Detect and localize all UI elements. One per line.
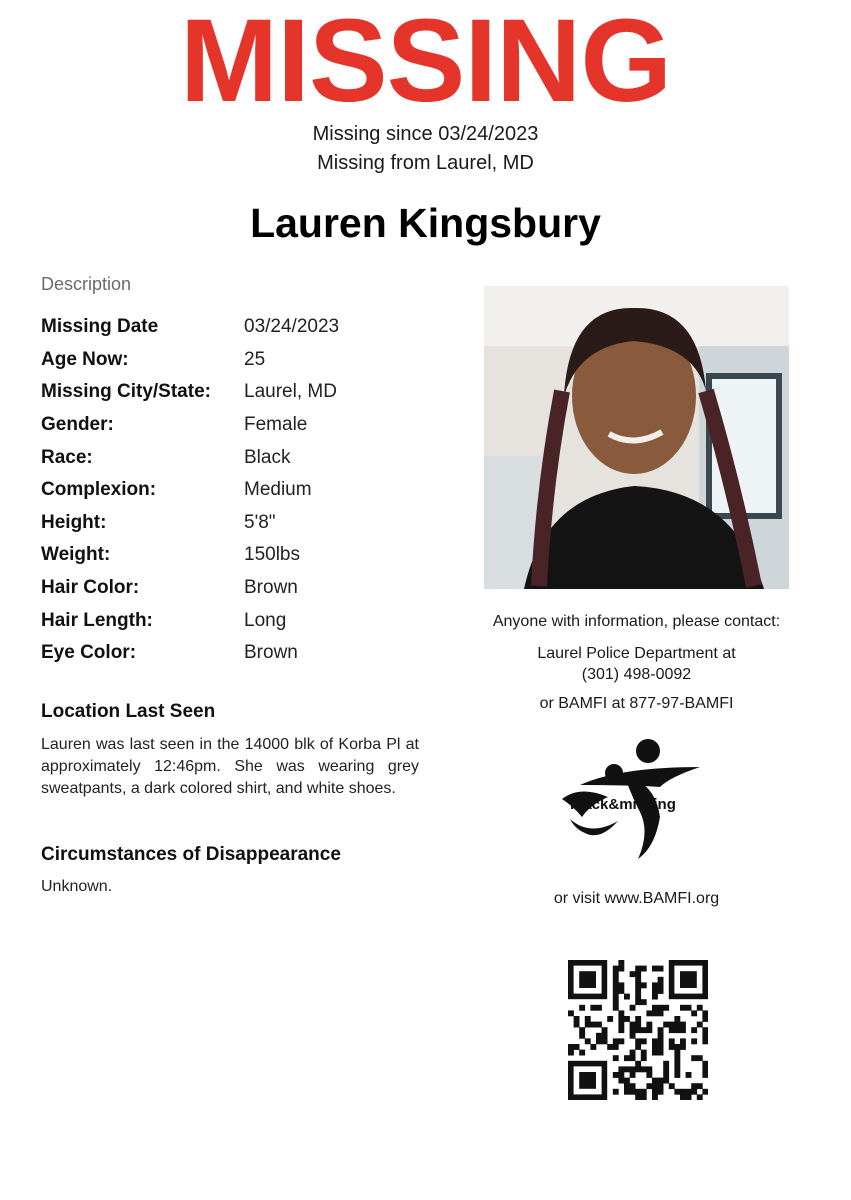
black-and-missing-logo bbox=[560, 737, 710, 867]
detail-value: Black bbox=[244, 446, 291, 468]
detail-row bbox=[41, 539, 421, 572]
circumstances-heading: Circumstances of Disappearance bbox=[41, 844, 341, 865]
description-heading: Description bbox=[41, 274, 132, 294]
detail-row bbox=[41, 507, 421, 540]
missing-title: MISSING bbox=[179, 0, 672, 127]
detail-label: Missing City/State: bbox=[41, 381, 211, 403]
detail-value: Brown bbox=[244, 642, 298, 664]
detail-row bbox=[41, 474, 421, 507]
detail-value: 25 bbox=[244, 348, 266, 370]
detail-label: Height: bbox=[41, 511, 107, 533]
description-table bbox=[41, 311, 421, 670]
logo-mark bbox=[560, 737, 710, 867]
bamfi-phone: or BAMFI at 877-97-BAMFI bbox=[539, 695, 734, 712]
police-phone: (301) 498-0092 bbox=[581, 666, 692, 683]
location-text: Lauren was last seen in the 14000 blk of Korba Pl at approximately 12:46pm. She was wearing grey sweatpants, a dark colored shirt, and white shoes. bbox=[41, 736, 419, 797]
detail-value: 5'8" bbox=[244, 511, 276, 533]
detail-row bbox=[41, 376, 421, 409]
photo-illustration bbox=[484, 286, 789, 589]
qr-code bbox=[568, 960, 708, 1100]
person-name: Lauren Kingsbury bbox=[250, 200, 601, 246]
location-heading: Location Last Seen bbox=[41, 701, 216, 722]
qr-code-icon bbox=[568, 960, 708, 1100]
detail-value: Female bbox=[244, 414, 308, 436]
logo-text: black&missing bbox=[570, 796, 676, 813]
detail-value: Long bbox=[244, 609, 287, 631]
detail-label: Weight: bbox=[41, 544, 111, 566]
detail-label: Hair Length: bbox=[41, 609, 153, 631]
missing-since: Missing since 03/24/2023 bbox=[312, 123, 539, 145]
detail-row bbox=[41, 637, 421, 670]
detail-label: Age Now: bbox=[41, 348, 129, 370]
detail-value: Laurel, MD bbox=[244, 381, 337, 403]
detail-label: Gender: bbox=[41, 414, 114, 436]
detail-value: Medium bbox=[244, 479, 312, 501]
police-line: Laurel Police Department at bbox=[537, 645, 736, 662]
detail-value: 150lbs bbox=[244, 544, 300, 566]
visit-website: or visit www.BAMFI.org bbox=[553, 890, 720, 907]
detail-row bbox=[41, 311, 421, 344]
detail-label: Eye Color: bbox=[41, 642, 137, 664]
detail-row bbox=[41, 604, 421, 637]
detail-value: 03/24/2023 bbox=[244, 316, 340, 338]
detail-row bbox=[41, 344, 421, 377]
missing-from: Missing from Laurel, MD bbox=[317, 152, 534, 174]
contact-intro: Anyone with information, please contact: bbox=[492, 613, 781, 630]
detail-label: Missing Date bbox=[41, 316, 159, 338]
person-photo bbox=[484, 286, 789, 589]
detail-value: Brown bbox=[244, 577, 298, 599]
detail-row bbox=[41, 441, 421, 474]
detail-label: Complexion: bbox=[41, 479, 157, 501]
detail-row bbox=[41, 572, 421, 605]
detail-label: Hair Color: bbox=[41, 577, 140, 599]
detail-label: Race: bbox=[41, 446, 93, 468]
detail-row bbox=[41, 409, 421, 442]
circumstances-text: Unknown. bbox=[41, 878, 113, 895]
